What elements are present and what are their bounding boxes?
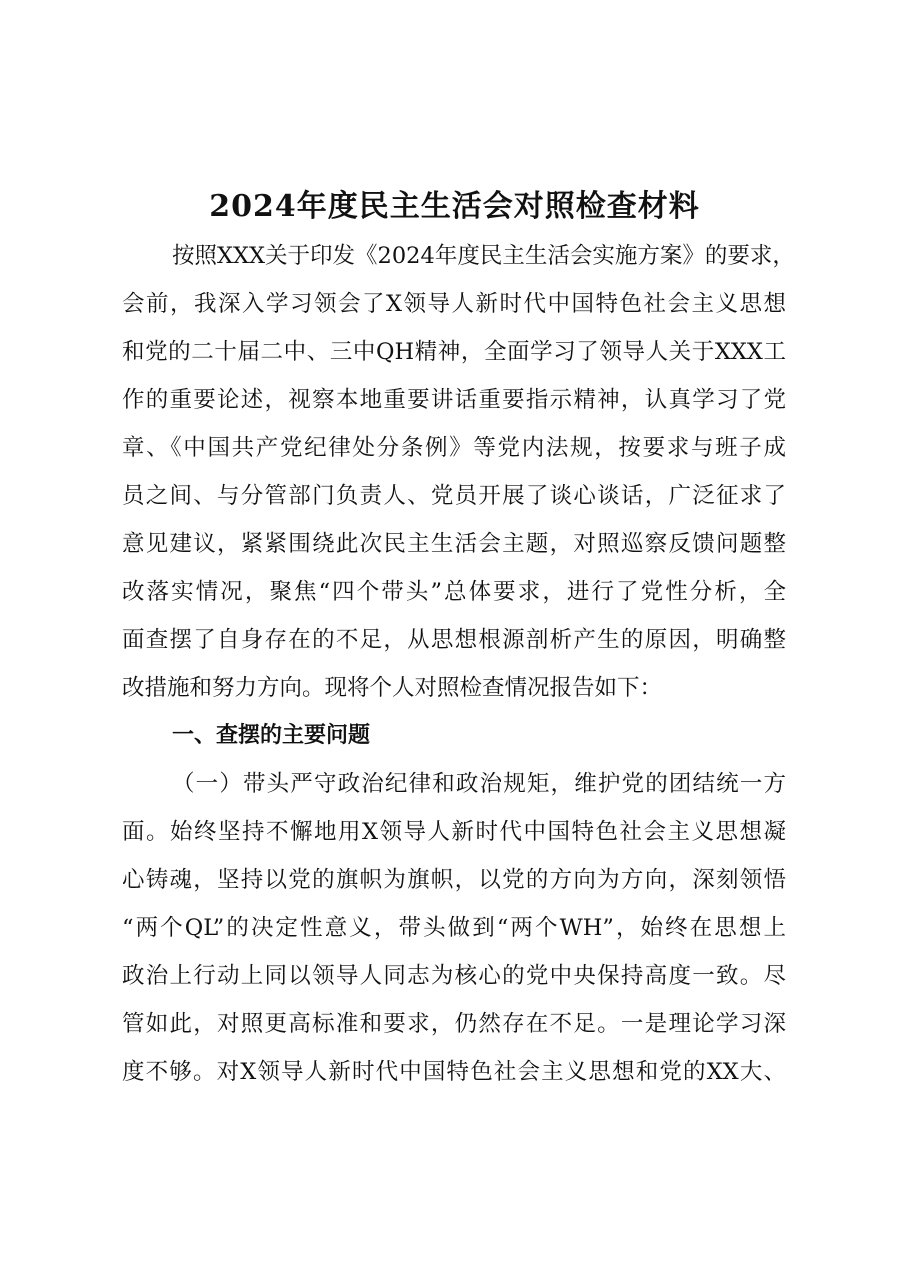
intro-line: 章、《中国共产党纪律处分条例》等党内法规，按要求与班子成 xyxy=(122,435,786,461)
intro-line: 改落实情况，聚焦“四个带头”总体要求，进行了党性分析，全 xyxy=(122,579,786,605)
intro-line: 会前，我深入学习领会了X领导人新时代中国特色社会主义思想 xyxy=(122,291,786,317)
body-line: “两个QL”的决定性意义，带头做到“两个WH”，始终在思想上 xyxy=(122,915,786,941)
body-line: 心铸魂，坚持以党的旗帜为旗帜，以党的方向为方向，深刻领悟 xyxy=(122,867,786,893)
document-title: 2024年度民主生活会对照检查材料 xyxy=(209,189,700,224)
intro-line: 意见建议，紧紧围绕此次民主生活会主题，对照巡察反馈问题整 xyxy=(122,531,786,557)
body-line: 面。始终坚持不懈地用X领导人新时代中国特色社会主义思想凝 xyxy=(122,819,786,845)
intro-line: 面查摆了自身存在的不足，从思想根源剖析产生的原因，明确整 xyxy=(122,627,786,653)
intro-line: 改措施和努力方向。现将个人对照检查情况报告如下： xyxy=(122,675,663,701)
body-line: 政治上行动上同以领导人同志为核心的党中央保持高度一致。尽 xyxy=(122,963,786,989)
body-line: （一）带头严守政治纪律和政治规矩，维护党的团结统一方 xyxy=(172,771,786,797)
intro-line: 作的重要论述，视察本地重要讲话重要指示精神，认真学习了党 xyxy=(122,387,786,413)
intro-line: 和党的二十届二中、三中QH精神，全面学习了领导人关于XXX工 xyxy=(122,339,786,365)
body-line: 管如此，对照更高标准和要求，仍然存在不足。一是理论学习深 xyxy=(122,1011,786,1037)
intro-line: 按照XXX关于印发《2024年度民主生活会实施方案》的要求， xyxy=(172,243,795,269)
section-heading: 一、查摆的主要问题 xyxy=(172,723,371,748)
body-line: 度不够。对X领导人新时代中国特色社会主义思想和党的XX大、 xyxy=(122,1059,786,1085)
intro-line: 员之间、与分管部门负责人、党员开展了谈心谈话，广泛征求了 xyxy=(122,483,786,509)
